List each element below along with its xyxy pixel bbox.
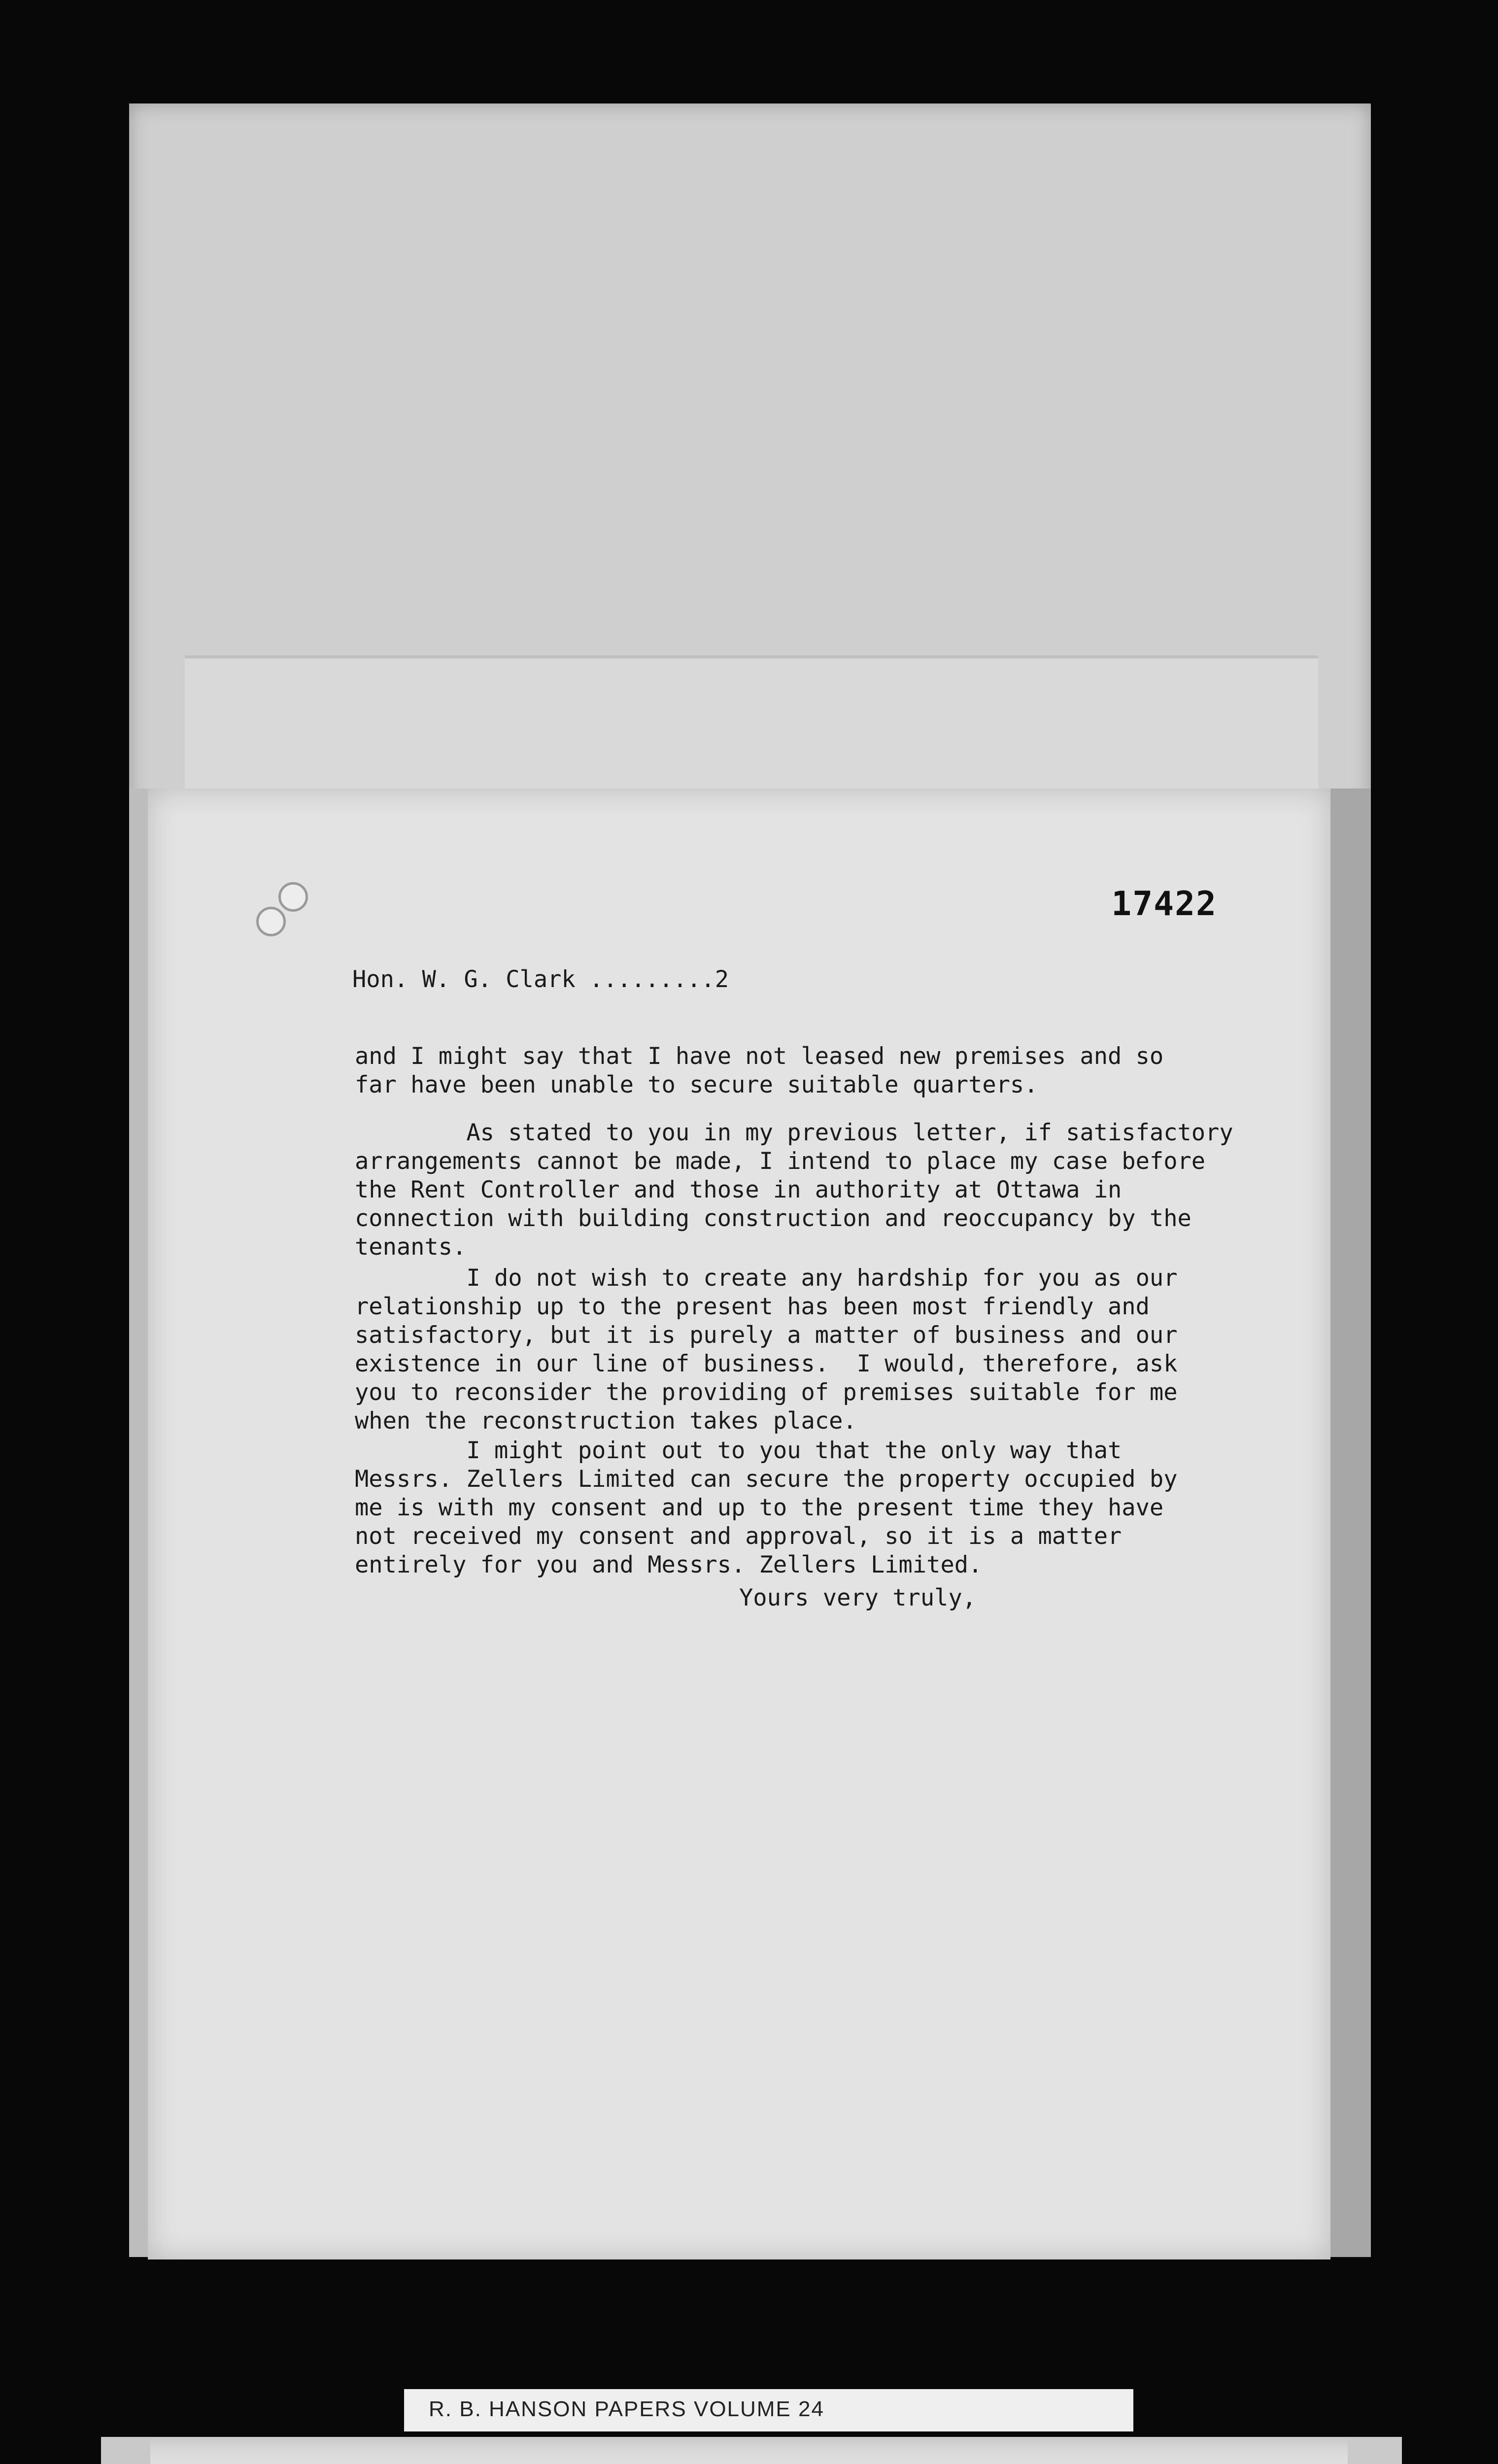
closing-salutation: Yours very truly,: [739, 1584, 977, 1611]
document-number: 17422: [1111, 885, 1217, 924]
paragraph-2: As stated to you in my previous letter, if satisfactory arrangements cannot be made, I intend to place my case before the Rent Controller and those in authority at Ottawa in connection with building construction and reoccupancy by the tenants.: [355, 1119, 1233, 1261]
right-sheet-edge: [1330, 788, 1371, 2257]
volume-label: [404, 2389, 1133, 2431]
punch-hole-icon: [256, 907, 286, 936]
stamp-card-right-edge: [1348, 2437, 1402, 2464]
page-heading: Hon. W. G. Clark .........2: [352, 966, 729, 993]
paragraph-1: and I might say that I have not leased new premises and so far have been unable to secure suitable quarters.: [355, 1043, 1164, 1098]
paragraph-4: I might point out to you that the only way that Messrs. Zellers Limited can secure the property occupied by me is with my consent and up to the present time they have not received my consent and approval, so it is a matter entirely for you and Messrs. Zellers Limited.: [355, 1437, 1178, 1578]
stamp-card-left-edge: [101, 2437, 150, 2464]
paragraph-3: I do not wish to create any hardship for you as our relationship up to the present has been most friendly and satisfactory, but it is purely a matter of business and our existence in our line of business. I would, therefore, ask you to reconsider the providing of premises suitable for me when the reconstruction takes place.: [355, 1265, 1178, 1435]
folded-band: [185, 655, 1318, 793]
volume-label-text: R. B. HANSON PAPERS VOLUME 24: [429, 2397, 824, 2421]
punch-hole-icon: [278, 882, 308, 912]
archive-stamp-card: [101, 2437, 1402, 2464]
